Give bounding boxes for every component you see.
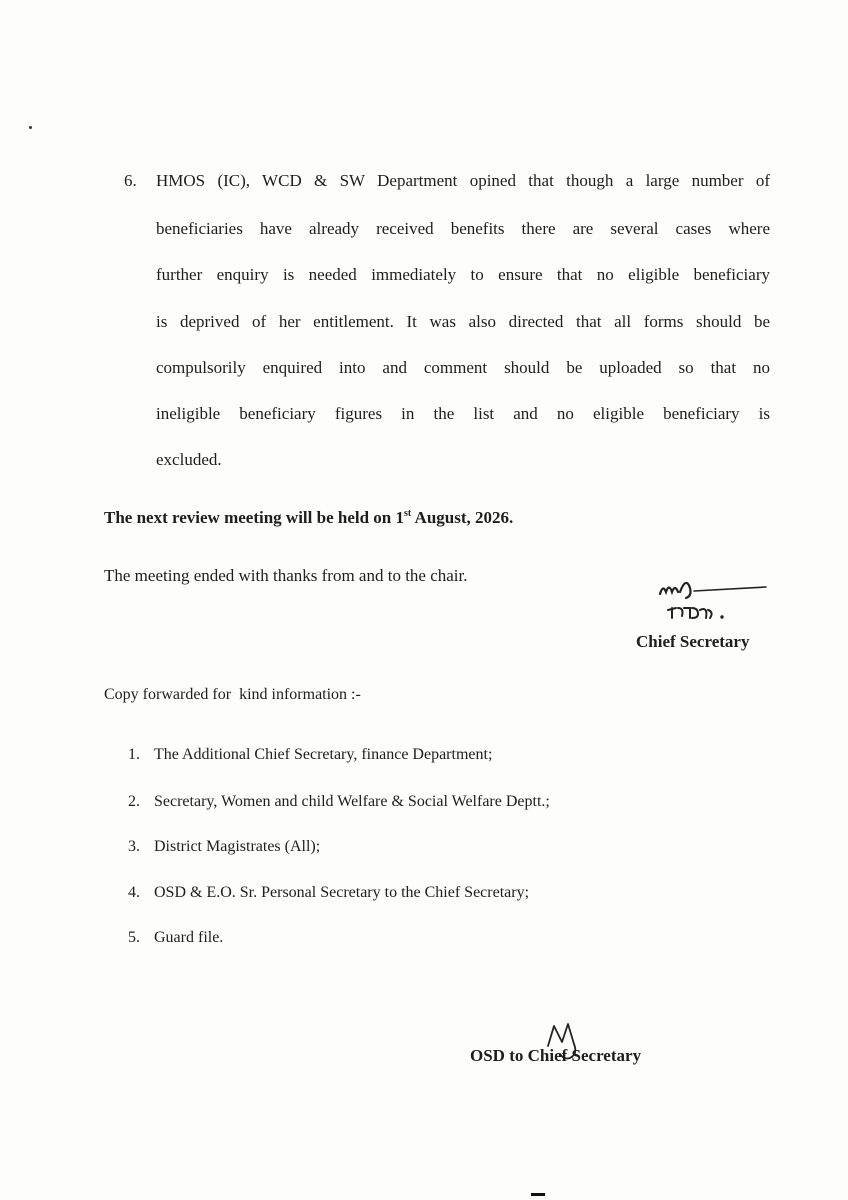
list-item: 3. District Magistrates (All); (128, 838, 321, 855)
paragraph-line: excluded. (156, 450, 222, 469)
paragraph-line: HMOS (IC), WCD & SW Department opined that though a large number of (156, 171, 770, 190)
next-meeting-date: August, 2026. (411, 508, 514, 527)
paragraph-line: compulsorily enquired into and comment should be uploaded so that no (156, 358, 770, 377)
list-item: 2. Secretary, Women and child Welfare & Social Welfare Deptt.; (128, 793, 550, 810)
paragraph-line: further enquiry is needed immediately to ensure that no eligible beneficiary (156, 265, 770, 284)
chief-secretary-title: Chief Secretary (636, 632, 750, 651)
list-item: 1. The Additional Chief Secretary, finance Department; (128, 746, 493, 763)
next-meeting-notice (104, 508, 513, 528)
copy-forwarded-heading: Copy forwarded for kind information :- (104, 686, 361, 703)
closing-line: The meeting ended with thanks from and to the chair. (104, 566, 468, 585)
next-meeting-text: The next review meeting will be held on 1 (104, 508, 404, 527)
paragraph-line: is deprived of her entitlement. It was also directed that all forms should be (156, 312, 770, 331)
paragraph-line: beneficiaries have already received benefits there are several cases where (156, 219, 770, 238)
chief-secretary-signature (650, 572, 770, 632)
page-edge-mark (531, 1193, 545, 1196)
list-item: 5. Guard file. (128, 929, 224, 946)
ordinal-suffix: st (404, 508, 412, 519)
list-item: 4. OSD & E.O. Sr. Personal Secretary to the Chief Secretary; (128, 884, 530, 901)
osd-title: OSD to Chief Secretary (470, 1046, 642, 1065)
paragraph-number: 6. (124, 171, 137, 190)
paragraph-line: ineligible beneficiary figures in the list and no eligible beneficiary is (156, 404, 770, 423)
margin-dot (29, 126, 32, 129)
